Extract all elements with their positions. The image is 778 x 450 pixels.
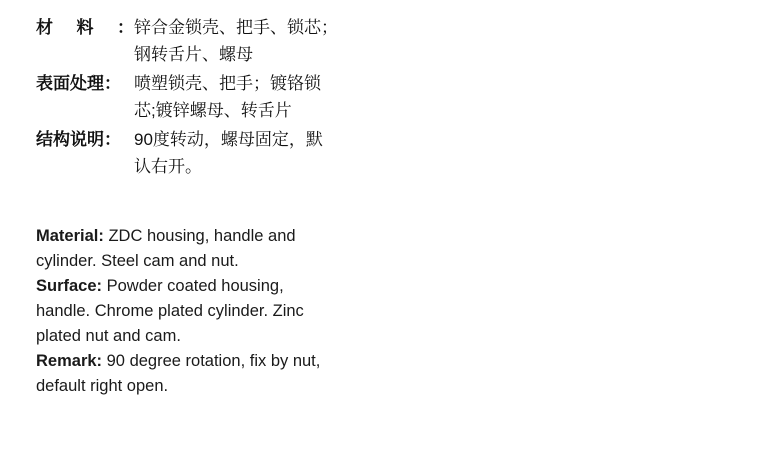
spec-paragraph-line bbox=[36, 224, 436, 249]
spec-value-surface-cn bbox=[134, 70, 456, 124]
english-spec-block bbox=[36, 224, 436, 399]
spec-label-remark-en: Remark: bbox=[36, 352, 103, 370]
spec-label-surface-cn bbox=[36, 70, 134, 97]
spec-paragraph-line: handle. Chrome plated cylinder. Zinc bbox=[36, 302, 304, 320]
spec-label-colon: ： bbox=[104, 74, 121, 93]
spec-value-line: 芯;镀锌螺母、转舌片 bbox=[134, 101, 292, 120]
spec-value-line: 90度转动，螺母固定，默 bbox=[134, 130, 323, 149]
spec-row-surface-cn bbox=[36, 70, 456, 124]
spec-value-material-cn bbox=[134, 14, 456, 68]
spec-label-colon: ： bbox=[117, 18, 134, 37]
spec-value-text: 90 degree rotation, fix by nut, bbox=[102, 352, 321, 370]
spec-paragraph-remark-en bbox=[36, 349, 436, 399]
spec-paragraph-line: cylinder. Steel cam and nut. bbox=[36, 252, 239, 270]
spec-value-line: 喷塑锁壳、把手；镀铬锁 bbox=[134, 74, 321, 93]
spec-value-structure-cn bbox=[134, 126, 456, 180]
chinese-spec-block bbox=[36, 14, 456, 180]
spec-value-line: 认右开。 bbox=[134, 157, 202, 176]
spec-label-colon: ： bbox=[104, 130, 121, 149]
spec-value-line: 钢转舌片、螺母 bbox=[134, 45, 253, 64]
spec-label-surface-en: Surface: bbox=[36, 277, 103, 295]
spec-label-text: 表面处理 bbox=[36, 74, 104, 93]
spec-label-material-cn bbox=[36, 14, 134, 41]
spec-paragraph-line bbox=[36, 349, 436, 374]
spec-value-line: 锌合金锁壳、把手、锁芯； bbox=[134, 18, 338, 37]
spec-paragraph-line: default right open. bbox=[36, 377, 169, 395]
spec-paragraph-line bbox=[36, 274, 436, 299]
spec-value-text: ZDC housing, handle and bbox=[103, 227, 296, 245]
spec-row-material-cn bbox=[36, 14, 456, 68]
spec-paragraph-surface-en bbox=[36, 274, 436, 349]
spec-label-structure-cn bbox=[36, 126, 134, 153]
spec-label-material-en: Material: bbox=[36, 227, 104, 245]
spec-label-text: 结构说明 bbox=[36, 130, 104, 149]
spec-label-char: 材 bbox=[36, 18, 53, 37]
spec-paragraph-material-en bbox=[36, 224, 436, 274]
spec-value-text: Powder coated housing, bbox=[102, 277, 284, 295]
spec-paragraph-line: plated nut and cam. bbox=[36, 327, 181, 345]
spec-row-structure-cn bbox=[36, 126, 456, 180]
spec-label-char: 料 bbox=[76, 18, 94, 37]
